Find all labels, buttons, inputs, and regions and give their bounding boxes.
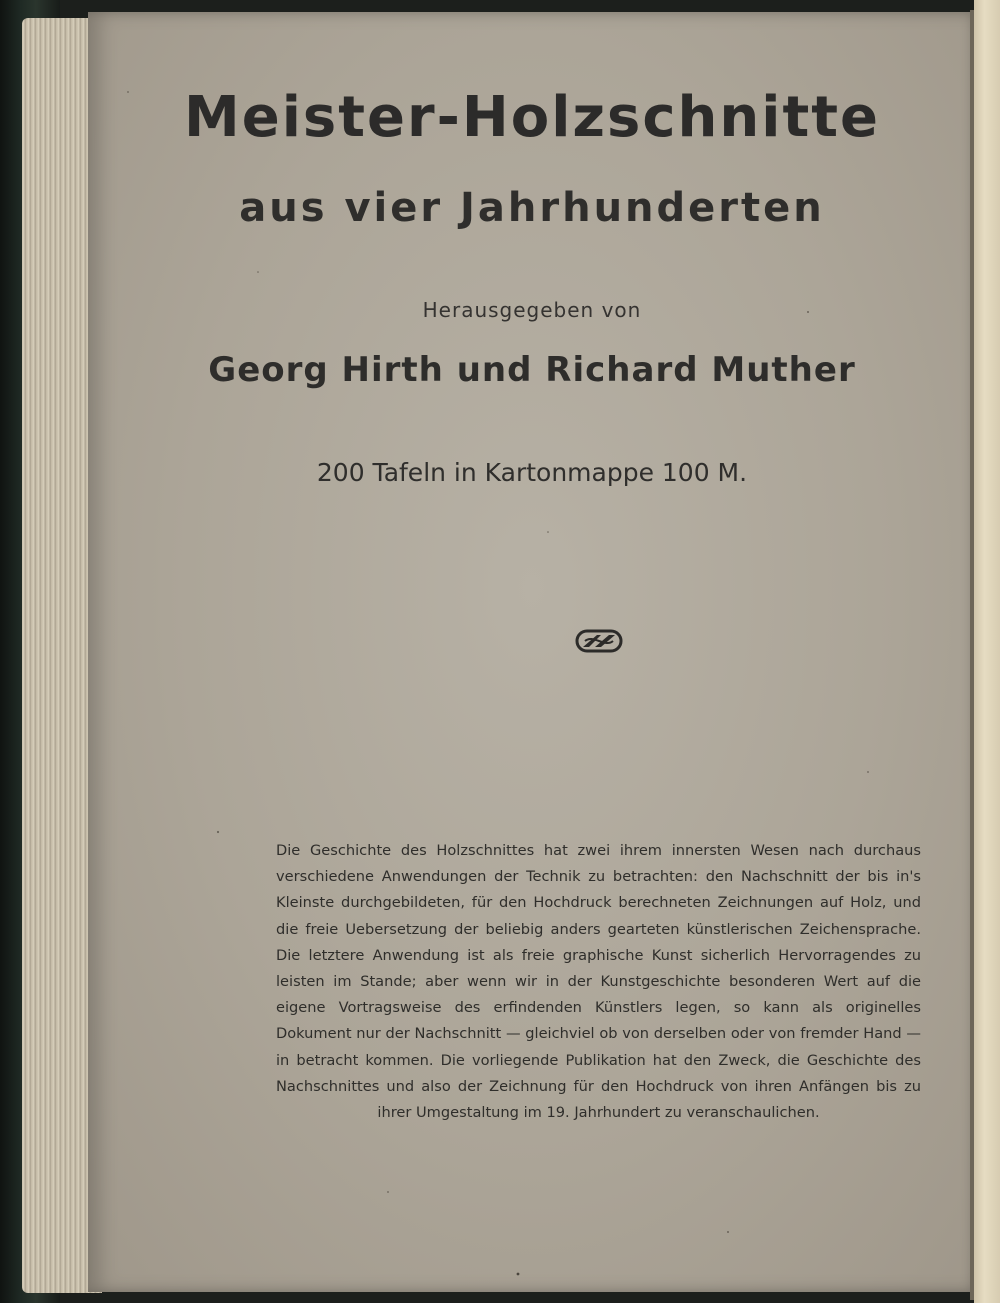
publisher-monogram-icon [575,628,623,654]
next-page-edge [974,0,1000,1303]
price-line: 200 Tafeln in Kartonmappe 100 M. [316,458,748,487]
page-subtitle: aus vier Jahrhunderten [239,185,825,231]
page-title: Meister-Holzschnitte [184,85,880,150]
editor-label: Herausgegeben von [422,298,642,322]
body-paragraph: Die Geschichte des Holzschnittes hat zwei ihrem innersten Wesen nach durchaus verschiedene Anwendungen der Technik zu betrachten: den Nachschnitt der bis in's Kleinste durchgebildeten, für den Hochdruck berechneten Zeichnungen auf Holz, und die freie Uebersetzung der beliebig anders gearteten künstlerischen Zeichensprache. Die letztere Anwendung ist als freie graphische Kunst sicherlich Hervorragendes zu leisten im Stande; aber wenn wir in der Kunstgeschichte besonderen Wert auf die eigene Vortragsweise des erfindenden Künstlers legen, so kann als originelles Dokument nur der Nachschnitt — gleichviel ob von derselben oder von fremder Hand — in betracht kommen. Die vorliegende Publikation hat den Zweck, die Geschichte des Nachschnittes und also der Zeichnung für den Hochdruck von ihren Anfängen bis zu ihrer Umgestaltung im 19. Jahrhundert zu veranschaulichen. [276,842,921,1122]
editor-names: Georg Hirth und Richard Muther [208,350,856,390]
